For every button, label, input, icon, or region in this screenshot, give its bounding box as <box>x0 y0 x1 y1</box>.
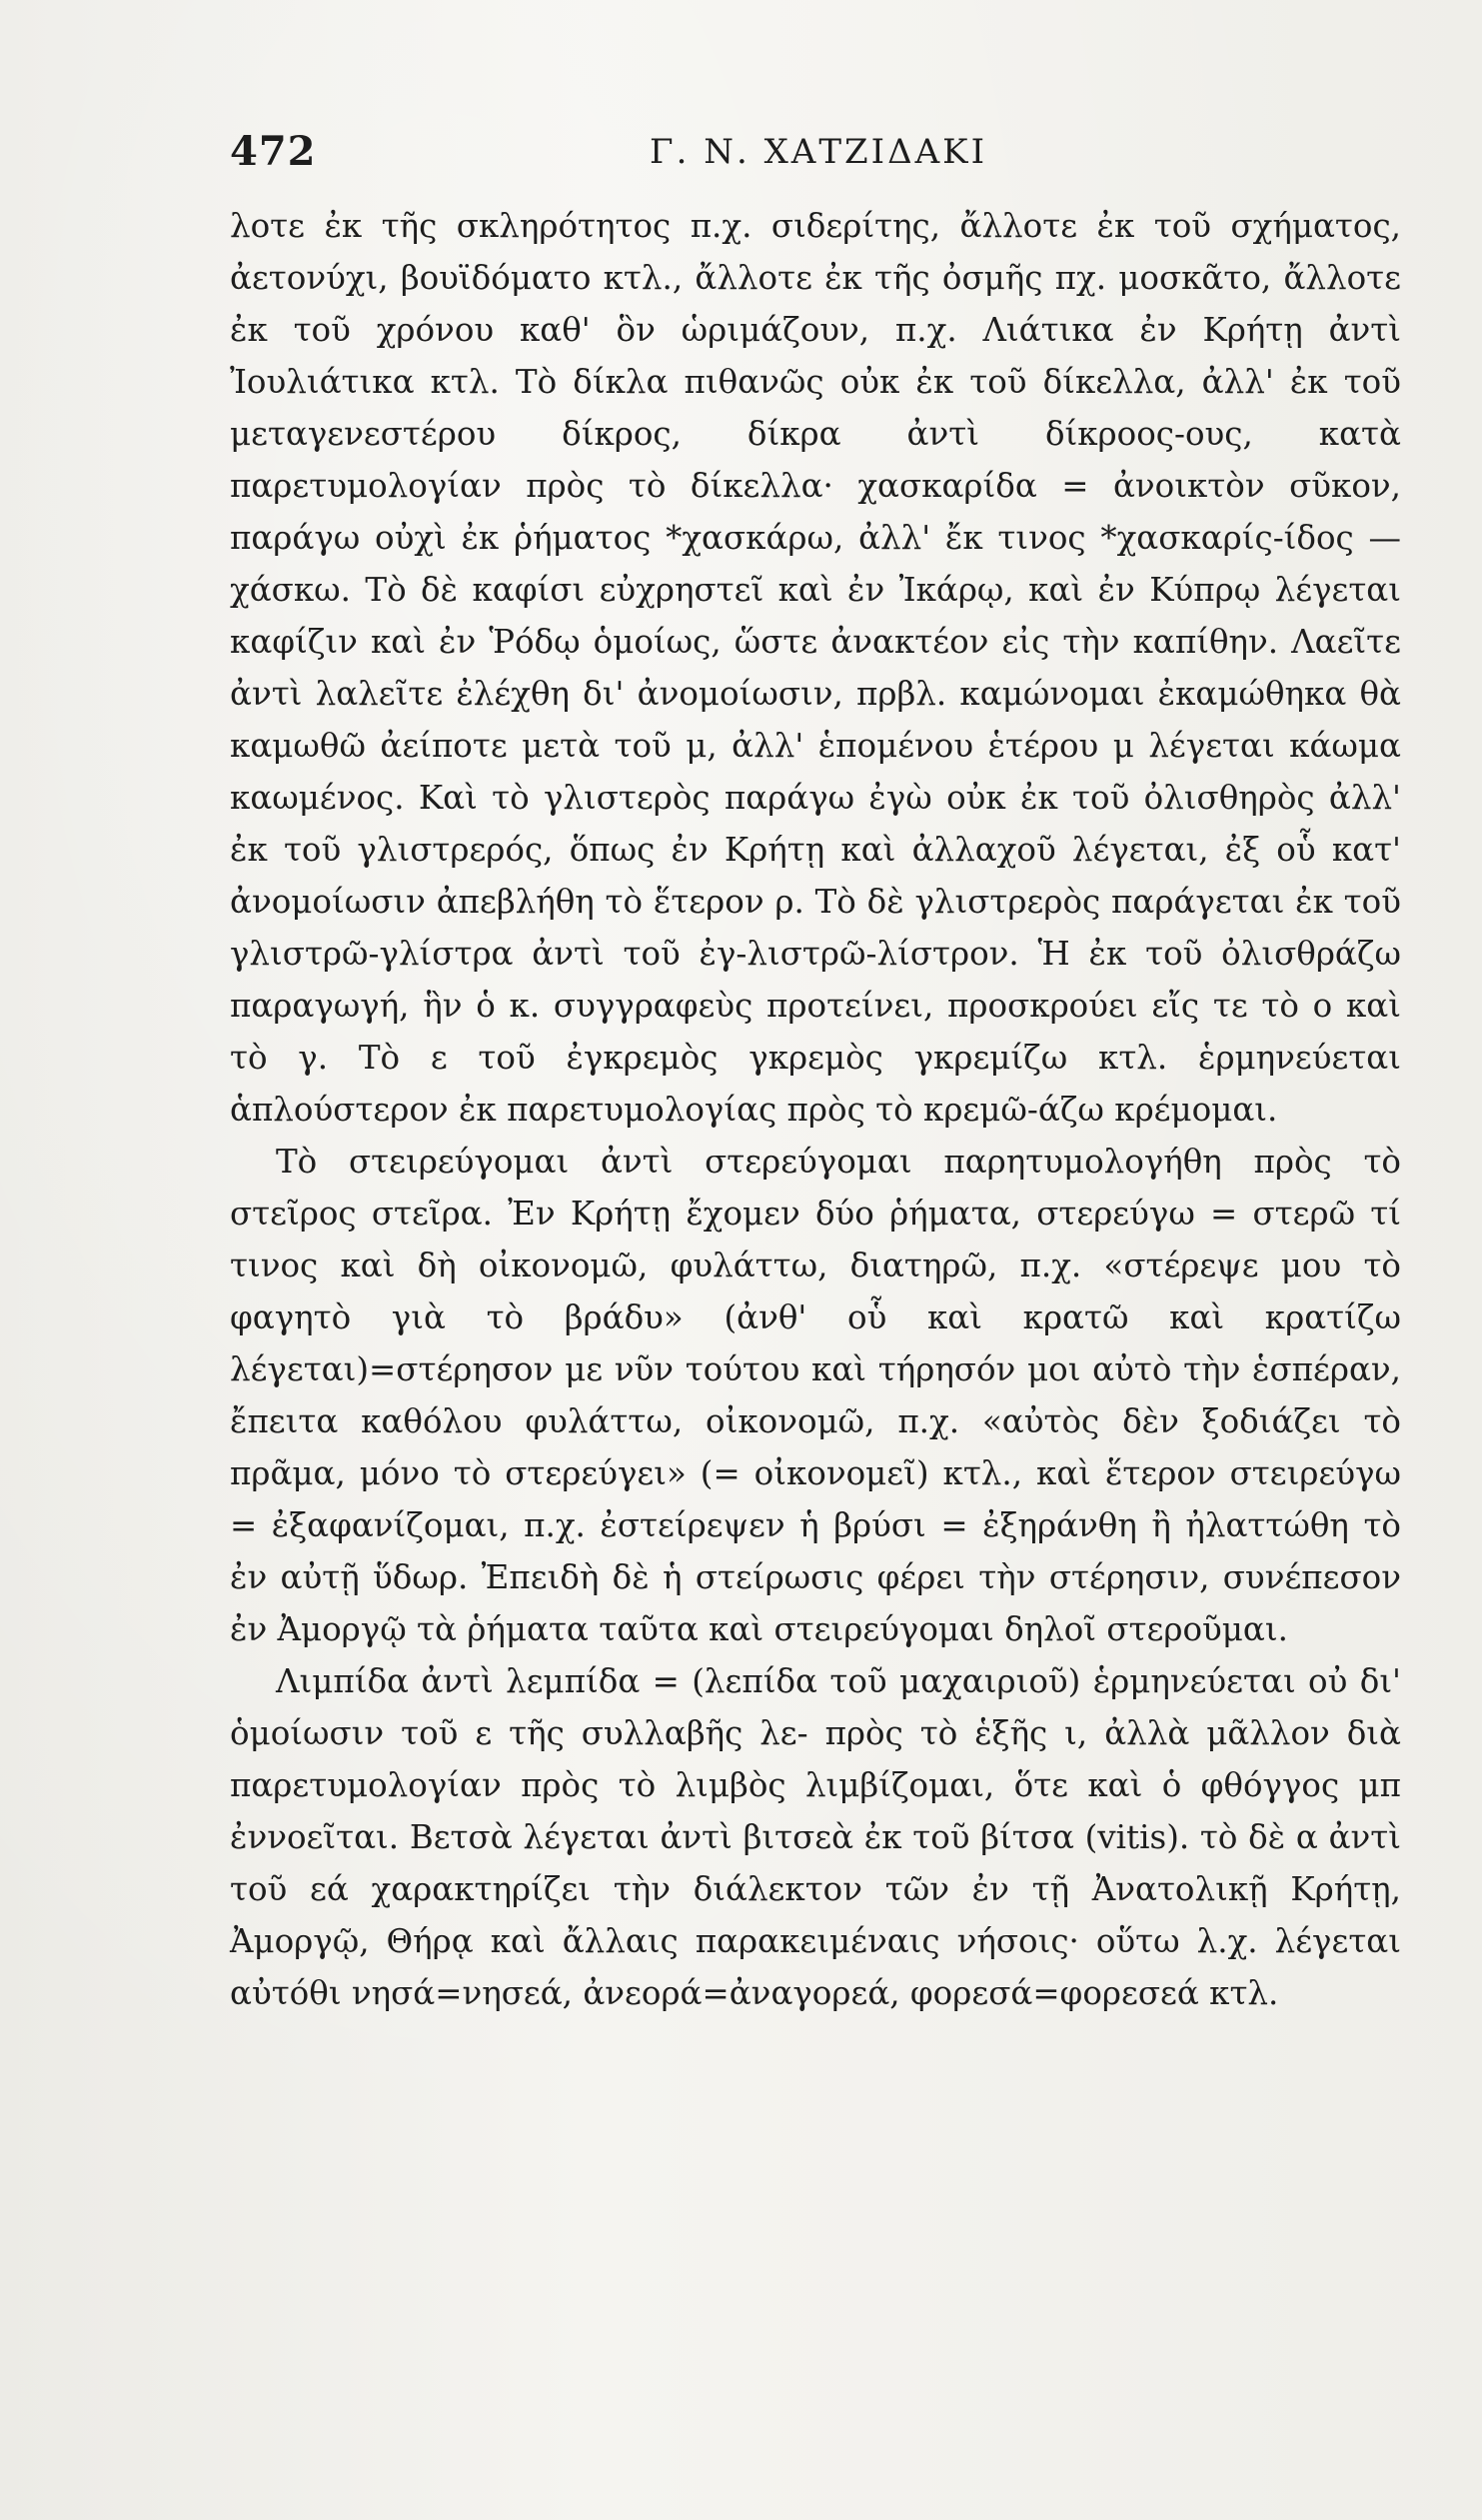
body-text <box>230 200 1401 2019</box>
paragraph: Λιμπίδα ἀντὶ λεμπίδα = (λεπίδα τοῦ μαχαιριοῦ) ἑρμηνεύεται οὐ δι' ὁμοίωσιν τοῦ ε τῆς συλλαβῆς λε- πρὸς τὸ ἑξῆς ι, ἀλλὰ μᾶλλον διὰ παρετυμολογίαν πρὸς τὸ λιμβὸς λιμβίζομαι, ὅτε καὶ ὁ φθόγγος μπ ἐννοεῖται. Βετσὰ λέγεται ἀντὶ βιτσεὰ ἐκ τοῦ βίτσα (vitis). τὸ δὲ α ἀντὶ τοῦ εά χαρακτηρίζει τὴν διάλεκτον τῶν ἐν τῇ Ἀνατολικῇ Κρήτῃ, Ἀμοργῷ, Θήρᾳ καὶ ἄλλαις παρακειμέναις νήσοις· οὕτω λ.χ. λέγεται αὐτόθι νησά=νησεά, ἀνεορά=ἀναγορεά, φορεσά=φορεσεά κτλ. <box>230 1662 1401 2012</box>
running-head: Γ. Ν. ΧΑΤΖΙΔΑΚΙ <box>650 132 988 172</box>
page-number: 472 <box>230 128 317 175</box>
paragraph: Τὸ στειρεύγομαι ἀντὶ στερεύγομαι παρητυμολογήθη πρὸς τὸ στεῖρος στεῖρα. Ἐν Κρήτῃ ἔχομεν δύο ῥήματα, στερεύγω = στερῶ τί τινος καὶ δὴ οἰκονομῶ, φυλάττω, διατηρῶ, π.χ. «στέρεψε μου τὸ φαγητὸ γιὰ τὸ βράδυ» (ἀνθ' οὗ καὶ κρατῶ καὶ κρατίζω λέγεται)=στέρησον με νῦν τούτου καὶ τήρησόν μοι αὐτὸ τὴν ἑσπέραν, ἔπειτα καθόλου φυλάττω, οἰκονομῶ, π.χ. «αὐτὸς δὲν ξοδιάζει τὸ πρᾶμα, μόνο τὸ στερεύγει» (= οἰκονομεῖ) κτλ., καὶ ἕτερον στειρεύγω = ἐξαφανίζομαι, π.χ. ἐστείρεψεν ἡ βρύσι = ἐξηράνθη ἢ ἠλαττώθη τὸ ἐν αὐτῇ ὕδωρ. Ἐπειδὴ δὲ ἡ στείρωσις φέρει τὴν στέρησιν, συνέπεσον ἐν Ἀμοργῷ τὰ ῥήματα ταῦτα καὶ στειρεύγομαι δηλοῖ στεροῦμαι. <box>230 1143 1401 1648</box>
paragraph: λοτε ἐκ τῆς σκληρότητος π.χ. σιδερίτης, ἄλλοτε ἐκ τοῦ σχήματος, ἀετονύχι, βουϊδόματο κτλ., ἄλλοτε ἐκ τῆς ὀσμῆς πχ. μοσκᾶτο, ἄλλοτε ἐκ τοῦ χρόνου καθ' ὃν ὡριμάζουν, π.χ. Λιάτικα ἐν Κρήτῃ ἀντὶ Ἰουλιάτικα κτλ. Τὸ δίκλα πιθανῶς οὐκ ἐκ τοῦ δίκελλα, ἀλλ' ἐκ τοῦ μεταγενεστέρου δίκρος, δίκρα ἀντὶ δίκροος-ους, κατὰ παρετυμολογίαν πρὸς τὸ δίκελλα· χασκαρίδα = ἀνοικτὸν σῦκον, παράγω οὐχὶ ἐκ ῥήματος *χασκάρω, ἀλλ' ἔκ τινος *χασκαρίς-ίδος — χάσκω. Τὸ δὲ καφίσι εὐχρηστεῖ καὶ ἐν Ἰκάρῳ, καὶ ἐν Κύπρῳ λέγεται καφίζιν καὶ ἐν Ῥόδῳ ὁμοίως, ὥστε ἀνακτέον εἰς τὴν καπίθην. Λαεῖτε ἀντὶ λαλεῖτε ἐλέχθη δι' ἀνομοίωσιν, πρβλ. καμώνομαι ἐκαμώθηκα θὰ καμωθῶ ἀείποτε μετὰ τοῦ μ, ἀλλ' ἑπομένου ἑτέρου μ λέγεται κάωμα καωμένος. Καὶ τὸ γλιστερὸς παράγω ἐγὼ οὐκ ἐκ τοῦ ὀλισθηρὸς ἀλλ' ἐκ τοῦ γλιστρερός, ὅπως ἐν Κρήτῃ καὶ ἀλλαχοῦ λέγεται, ἐξ οὗ κατ' ἀνομοίωσιν ἀπεβλήθη τὸ ἕτερον ρ. Τὸ δὲ γλιστρερὸς παράγεται ἐκ τοῦ γλιστρῶ-γλίστρα ἀντὶ τοῦ ἐγ-λιστρῶ-λίστρον. Ἡ ἐκ τοῦ ὀλισθράζω παραγωγή, ἣν ὁ κ. συγγραφεὺς προτείνει, προσκρούει εἴς τε τὸ ο καὶ τὸ γ. Τὸ ε τοῦ ἐγκρεμὸς γκρεμὸς γκρεμίζω κτλ. ἑρμηνεύεται ἁπλούστερον ἐκ παρετυμολογίας πρὸς τὸ κρεμῶ-άζω κρέμομαι. <box>230 207 1401 1129</box>
page-header <box>230 128 1409 188</box>
